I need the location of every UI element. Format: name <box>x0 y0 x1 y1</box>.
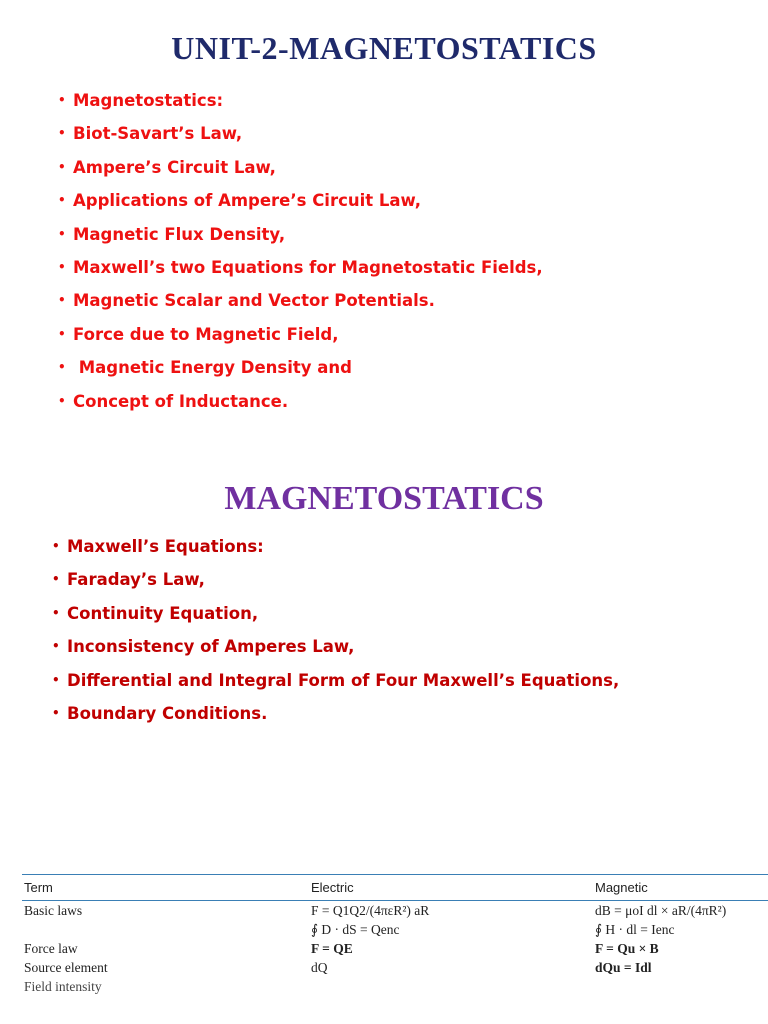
electric-cell: dQ <box>311 959 328 975</box>
electric-cell: ∮ D · dS = Qenc <box>311 921 400 937</box>
slide-unit-2 <box>0 0 768 420</box>
bullet-icon: • <box>58 93 66 107</box>
coulomb-law-formula: F = Q1Q2/(4πεR²) aR <box>311 902 430 918</box>
bullet-icon: • <box>52 572 60 587</box>
bullet-icon: • <box>52 605 60 620</box>
term-cell: Field intensity <box>24 978 102 994</box>
topic-list <box>52 530 619 730</box>
magnetic-cell: F = Qu × B <box>595 940 659 956</box>
table-row <box>22 977 768 996</box>
topic-list <box>58 84 543 418</box>
list-item: • Force due to Magnetic Field, <box>58 318 543 351</box>
list-item: • Inconsistency of Amperes Law, <box>52 630 619 663</box>
column-header-electric: Electric <box>309 875 593 901</box>
bullet-icon: • <box>52 639 60 654</box>
list-item: • Biot-Savart’s Law, <box>58 117 543 150</box>
slide-magnetostatics <box>0 460 768 730</box>
list-item: • Ampere’s Circuit Law, <box>58 151 543 184</box>
bullet-icon: • <box>58 360 66 375</box>
list-item: • Continuity Equation, <box>52 597 619 630</box>
list-item: • Magnetostatics: <box>58 84 543 117</box>
list-item: • Magnetic Scalar and Vector Potentials. <box>58 284 543 317</box>
magnetic-cell <box>593 901 768 921</box>
term-cell: Basic laws <box>24 902 83 918</box>
list-item: • Applications of Ampere’s Circuit Law, <box>58 184 543 217</box>
bullet-icon: • <box>58 226 66 241</box>
bullet-icon: • <box>52 706 60 721</box>
comparison-table <box>22 874 768 996</box>
magnetic-cell: ∮ H · dl = Ienc <box>595 921 675 937</box>
slide-title: MAGNETOSTATICS <box>224 480 544 517</box>
list-item: • Boundary Conditions. <box>52 697 619 730</box>
electric-cell <box>309 977 593 996</box>
electric-cell <box>309 901 593 921</box>
slide-title: UNIT-2-MAGNETOSTATICS <box>171 30 597 66</box>
list-item: • Concept of Inductance. <box>58 385 543 418</box>
bullet-icon: • <box>58 159 66 174</box>
list-item: • Differential and Integral Form of Four Maxwell’s Equations, <box>52 664 619 697</box>
term-cell: Source element <box>24 959 108 975</box>
slide-comparison-table <box>0 860 768 1024</box>
column-header-magnetic: Magnetic <box>593 875 768 901</box>
bullet-icon: • <box>58 260 66 275</box>
table-row <box>22 958 768 977</box>
term-cell: Force law <box>24 940 78 956</box>
bullet-icon: • <box>58 193 66 208</box>
table-row <box>22 939 768 958</box>
term-cell <box>22 920 309 939</box>
table-header-row <box>22 875 768 901</box>
bullet-icon: • <box>52 672 60 687</box>
electric-cell: F = QE <box>311 940 353 956</box>
list-item: • Magnetic Flux Density, <box>58 218 543 251</box>
list-item: • Maxwell’s Equations: <box>52 530 619 563</box>
table-row <box>22 901 768 921</box>
list-item: • Faraday’s Law, <box>52 563 619 596</box>
table-row <box>22 920 768 939</box>
bullet-icon: • <box>58 326 66 341</box>
bullet-icon: • <box>52 539 60 553</box>
bullet-icon: • <box>58 126 66 141</box>
bullet-icon: • <box>58 293 66 308</box>
list-item: • Maxwell’s two Equations for Magnetostatic Fields, <box>58 251 543 284</box>
column-header-term: Term <box>22 875 309 901</box>
list-item: • Magnetic Energy Density and <box>58 351 543 384</box>
bullet-icon: • <box>58 393 66 408</box>
magnetic-cell: dQu = Idl <box>595 959 652 975</box>
magnetic-cell <box>593 977 768 996</box>
biot-savart-formula: dB = μoI dl × aR/(4πR²) <box>595 902 727 918</box>
